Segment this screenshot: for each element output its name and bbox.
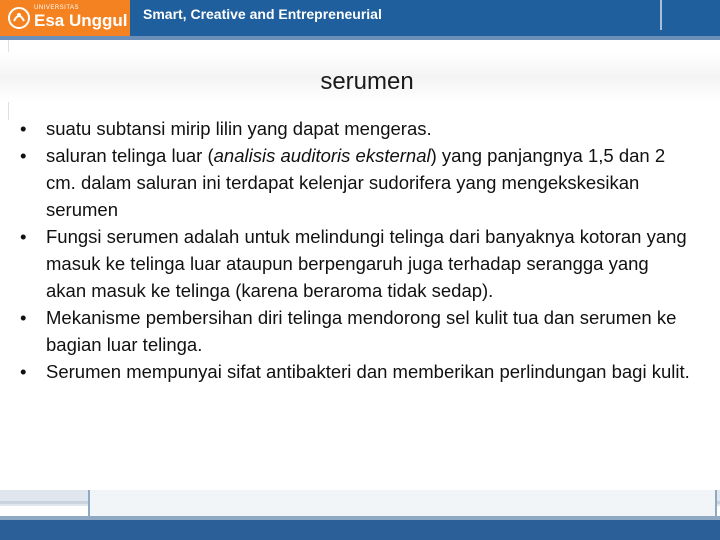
header-band (0, 0, 720, 38)
bullet-item (20, 115, 690, 142)
header-bottom-strip (0, 36, 720, 40)
footer-blue-band (0, 520, 720, 540)
bullet-icon: • (20, 307, 27, 328)
bullet-list (20, 115, 690, 385)
logo-small-text: UNIVERSITAS (34, 5, 80, 11)
tagline: Smart, Creative and Entrepreneurial (143, 6, 382, 22)
bullet-text: Mekanisme pembersihan diri telinga mendorong sel kulit tua dan serumen ke bagian luar telinga. (46, 307, 677, 355)
bullet-icon: • (20, 361, 27, 382)
bullet-italic-text: analisis auditoris eksternal (213, 145, 431, 166)
logo-name: Esa Unggul (34, 11, 128, 30)
bullet-icon: • (20, 226, 27, 247)
bullet-text: Fungsi serumen adalah untuk melindungi telinga dari banyaknya kotoran yang masuk ke telinga luar ataupun berpengaruh juga terhadap serangga yang akan masuk ke telinga (karena beraroma tidak sedap). (46, 226, 687, 301)
bullet-text: saluran telinga luar ( (46, 145, 214, 166)
logo-emblem-icon (8, 7, 30, 29)
bullet-item (20, 142, 690, 223)
bullet-item (20, 223, 690, 304)
slide-content (20, 115, 690, 385)
footer (0, 490, 720, 540)
bullet-item (20, 304, 690, 358)
logo (0, 0, 130, 38)
bullet-text-after: ) yang panjangnya 1,5 dan 2 cm. dalam saluran ini terdapat kelenjar sudorifera yang mengekskesikan serumen (46, 145, 666, 220)
bullet-text: suatu subtansi mirip lilin yang dapat mengeras. (46, 118, 432, 139)
header-divider (660, 0, 662, 30)
bullet-item (20, 358, 690, 385)
bullet-text: Serumen mempunyai sifat antibakteri dan memberikan perlindungan bagi kulit. (46, 361, 690, 382)
bullet-icon: • (20, 118, 27, 139)
bullet-icon: • (20, 145, 27, 166)
slide-title: serumen (320, 68, 414, 95)
